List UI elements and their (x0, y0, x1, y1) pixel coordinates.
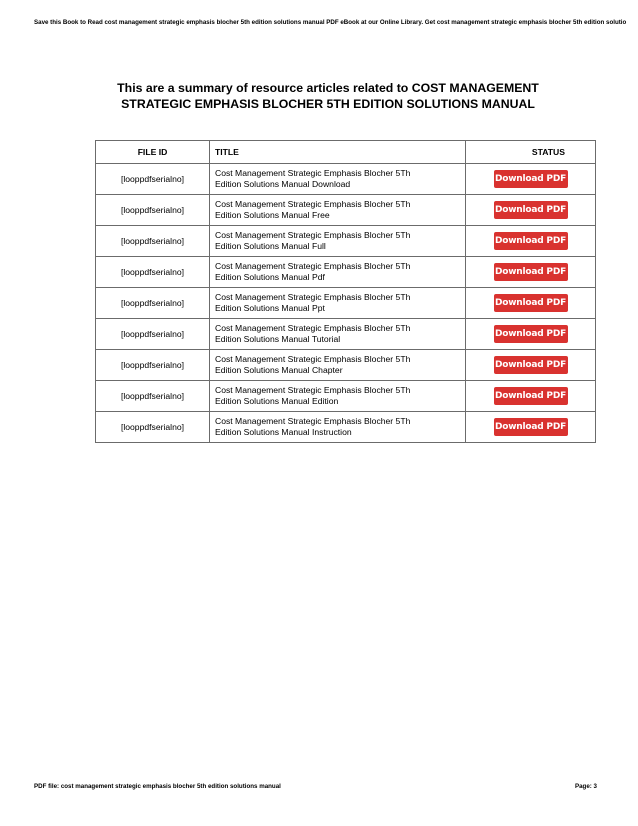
footer-file-name: PDF file: cost management strategic emphasis blocher 5th edition solutions manual (34, 783, 281, 790)
download-pdf-button[interactable]: Download PDF (494, 387, 568, 405)
table-row (96, 257, 596, 288)
file-id-cell: [looppdfserialno] (96, 195, 210, 226)
status-cell (466, 350, 596, 381)
file-id-cell: [looppdfserialno] (96, 257, 210, 288)
title-cell (210, 226, 466, 257)
title-line-1: Cost Management Strategic Emphasis Blocher 5Th (215, 199, 411, 209)
title-line-2: Edition Solutions Manual Edition (215, 396, 339, 406)
title-cell (210, 164, 466, 195)
table-row (96, 412, 596, 443)
title-line-2: Edition Solutions Manual Instruction (215, 427, 352, 437)
header-title: TITLE (210, 141, 466, 164)
status-cell (466, 412, 596, 443)
table-row (96, 350, 596, 381)
title-cell (210, 319, 466, 350)
file-id-cell: [looppdfserialno] (96, 319, 210, 350)
table-header-row (96, 141, 596, 164)
title-line-2: Edition Solutions Manual Download (215, 179, 351, 189)
title-cell (210, 257, 466, 288)
title-line-2: Edition Solutions Manual Full (215, 241, 326, 251)
title-line-1: Cost Management Strategic Emphasis Blocher 5Th (215, 416, 411, 426)
title-line-2: Edition Solutions Manual Ppt (215, 303, 325, 313)
top-banner: Save this Book to Read cost management strategic emphasis blocher 5th edition solutions manual PDF eBook at our Online Library. Get cost management strategic emphasis blocher 5th edition solutio (34, 19, 627, 26)
title-cell (210, 288, 466, 319)
title-line-2: Edition Solutions Manual Chapter (215, 365, 343, 375)
title-line-1: Cost Management Strategic Emphasis Blocher 5Th (215, 261, 411, 271)
title-line-1: Cost Management Strategic Emphasis Blocher 5Th (215, 354, 411, 364)
title-cell (210, 412, 466, 443)
file-id-cell: [looppdfserialno] (96, 350, 210, 381)
table-row (96, 164, 596, 195)
title-cell (210, 350, 466, 381)
download-pdf-button[interactable]: Download PDF (494, 418, 568, 436)
file-id-cell: [looppdfserialno] (96, 381, 210, 412)
summary-heading (96, 80, 560, 112)
download-pdf-button[interactable]: Download PDF (494, 294, 568, 312)
table-row (96, 226, 596, 257)
summary-line-1: This are a summary of resource articles related to COST MANAGEMENT (117, 81, 539, 95)
download-pdf-button[interactable]: Download PDF (494, 325, 568, 343)
table-row (96, 319, 596, 350)
status-cell (466, 226, 596, 257)
file-id-cell: [looppdfserialno] (96, 288, 210, 319)
download-pdf-button[interactable]: Download PDF (494, 201, 568, 219)
download-pdf-button[interactable]: Download PDF (494, 356, 568, 374)
resource-table (95, 140, 596, 443)
header-status: STATUS (466, 141, 596, 164)
title-line-2: Edition Solutions Manual Tutorial (215, 334, 341, 344)
title-cell (210, 195, 466, 226)
status-cell (466, 319, 596, 350)
title-line-1: Cost Management Strategic Emphasis Blocher 5Th (215, 168, 411, 178)
status-cell (466, 381, 596, 412)
summary-line-2: STRATEGIC EMPHASIS BLOCHER 5TH EDITION SOLUTIONS MANUAL (121, 97, 535, 111)
title-cell (210, 381, 466, 412)
footer-page-number: Page: 3 (574, 783, 597, 790)
download-pdf-button[interactable]: Download PDF (494, 263, 568, 281)
file-id-cell: [looppdfserialno] (96, 226, 210, 257)
download-pdf-button[interactable]: Download PDF (494, 170, 568, 188)
table-row (96, 288, 596, 319)
status-cell (466, 257, 596, 288)
table-row (96, 195, 596, 226)
file-id-cell: [looppdfserialno] (96, 164, 210, 195)
download-pdf-button[interactable]: Download PDF (494, 232, 568, 250)
title-line-1: Cost Management Strategic Emphasis Blocher 5Th (215, 292, 411, 302)
title-line-1: Cost Management Strategic Emphasis Blocher 5Th (215, 385, 411, 395)
title-line-2: Edition Solutions Manual Free (215, 210, 330, 220)
status-cell (466, 164, 596, 195)
file-id-cell: [looppdfserialno] (96, 412, 210, 443)
title-line-1: Cost Management Strategic Emphasis Blocher 5Th (215, 323, 411, 333)
title-line-2: Edition Solutions Manual Pdf (215, 272, 325, 282)
status-cell (466, 288, 596, 319)
status-cell (466, 195, 596, 226)
header-file-id: FILE ID (96, 141, 210, 164)
table-row (96, 381, 596, 412)
title-line-1: Cost Management Strategic Emphasis Blocher 5Th (215, 230, 411, 240)
